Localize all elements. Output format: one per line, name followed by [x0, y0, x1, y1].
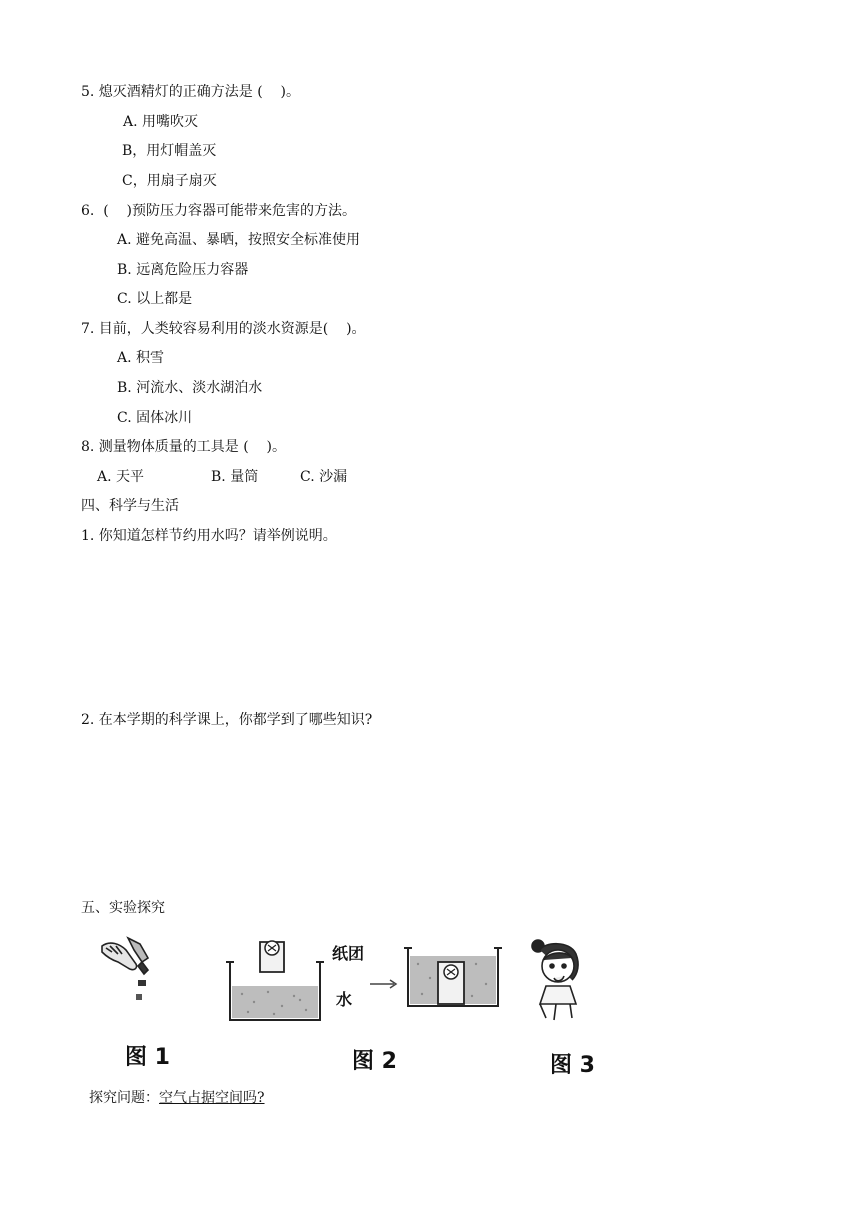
section5-title: 五、实验探究 [81, 900, 165, 916]
q6-option-b: B. 远离危险压力容器 [117, 262, 249, 278]
q5-option-a: A. 用嘴吹灭 [123, 114, 199, 130]
q7-option-c: C. 固体冰川 [117, 410, 193, 426]
q6-option-c: C. 以上都是 [117, 291, 193, 307]
q5-stem: 5. 熄灭酒精灯的正确方法是 ( )。 [81, 84, 300, 100]
q7-option-a: A. 积雪 [117, 350, 165, 366]
q6-stem: 6. ( )预防压力容器可能带来危害的方法。 [81, 203, 356, 219]
q7-stem: 7. 目前，人类较容易利用的淡水资源是( )。 [81, 321, 366, 337]
q5-option-c: C，用扇子扇灭 [122, 173, 217, 189]
figure-2-paper-ball-label: 纸团 [332, 944, 365, 963]
q8-option-c: C. 沙漏 [300, 469, 348, 485]
q8-stem: 8. 测量物体质量的工具是 ( )。 [81, 439, 286, 455]
q7-option-b: B. 河流水、淡水湖泊水 [117, 380, 263, 396]
section4-question-2: 2. 在本学期的科学课上，你都学到了哪些知识? [81, 712, 373, 728]
figure-3-label: 图 3 [550, 1053, 595, 1078]
inquiry-question [89, 1088, 265, 1108]
figure-3-illustration [526, 934, 592, 1028]
figure-2-water-label: 水 [336, 990, 353, 1009]
figure-1-label: 图 1 [125, 1045, 170, 1070]
q8-option-a: A. 天平 [97, 469, 145, 485]
section4-question-1: 1. 你知道怎样节约用水吗？请举例说明。 [81, 528, 337, 544]
q8-option-b: B. 量筒 [211, 469, 259, 485]
inquiry-question-text: 空气占据空间吗? [159, 1090, 265, 1106]
q5-option-b: B，用灯帽盖灭 [122, 143, 217, 159]
figure-2-label: 图 2 [352, 1049, 397, 1074]
figure-1-illustration [98, 934, 160, 1004]
section4-title: 四、科学与生活 [81, 498, 179, 514]
q6-option-a: A. 避免高温、暴晒，按照安全标准使用 [117, 232, 361, 248]
inquiry-question-prefix: 探究问题： [89, 1090, 159, 1106]
